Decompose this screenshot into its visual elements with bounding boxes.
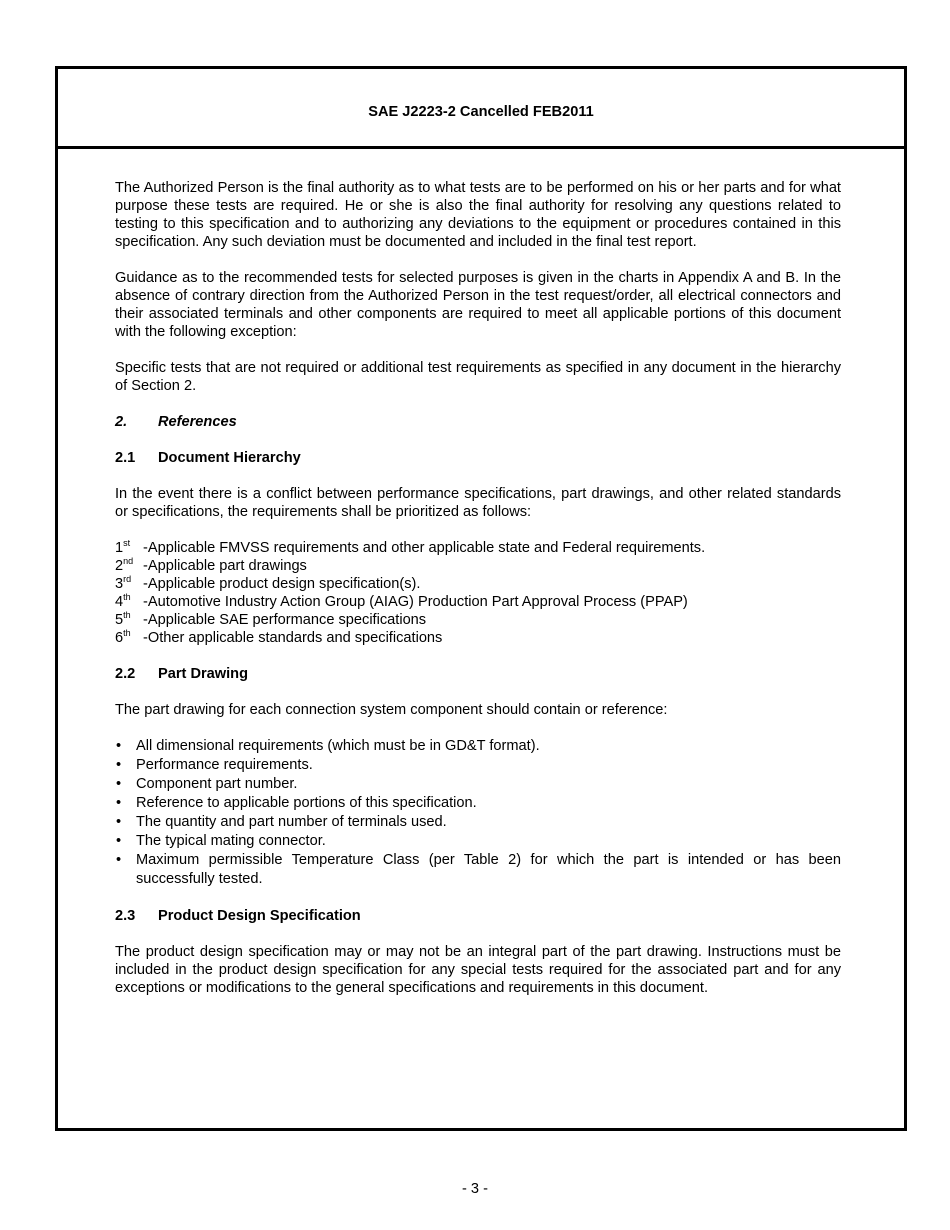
bullet-item	[115, 832, 841, 851]
bullet-text: Reference to applicable portions of this specification.	[136, 795, 477, 811]
ordinal-number: 2	[115, 558, 124, 574]
ordinal-number: 3	[115, 576, 124, 592]
hierarchy-item-text: -Applicable FMVSS requirements and other applicable state and Federal requirements.	[143, 540, 706, 556]
section-title: Product Design Specification	[158, 908, 361, 924]
bullet-item	[115, 851, 841, 889]
bullet-icon: •	[116, 833, 122, 849]
bullet-item	[115, 775, 841, 794]
section-2-1-heading	[115, 449, 841, 467]
part-drawing-bullet-list	[115, 737, 841, 889]
bullet-icon: •	[116, 738, 122, 754]
ordinal-number: 4	[115, 594, 124, 610]
hierarchy-item-text: -Automotive Industry Action Group (AIAG) Production Part Approval Process (PPAP)	[143, 594, 688, 610]
section-title: Document Hierarchy	[158, 450, 301, 466]
section-2-3-heading	[115, 907, 841, 925]
ordinal-number: 6	[115, 630, 124, 646]
bullet-icon: •	[116, 776, 122, 792]
bullet-text: All dimensional requirements (which must be in GD&T format).	[136, 738, 540, 754]
section-2-1-text: In the event there is a conflict between performance specifications, part drawings, and other related standards or specifications, the requirements shall be prioritized as follows:	[115, 486, 841, 520]
intro-paragraph-3: Specific tests that are not required or additional test requirements as specified in any document in the hierarchy of Section 2.	[115, 360, 841, 394]
section-number: 2.2	[115, 666, 136, 682]
hierarchy-item	[115, 629, 841, 647]
bullet-item	[115, 794, 841, 813]
section-number: 2.1	[115, 450, 136, 466]
page-content	[115, 179, 841, 1015]
hierarchy-item	[115, 575, 841, 593]
hierarchy-item-text: -Applicable SAE performance specifications	[143, 612, 427, 628]
document-title: SAE J2223-2 Cancelled FEB2011	[368, 104, 594, 120]
bullet-text: Performance requirements.	[136, 757, 313, 773]
bullet-icon: •	[116, 852, 122, 868]
bullet-text: The typical mating connector.	[136, 833, 326, 849]
section-number: 2.	[115, 414, 128, 430]
page-header	[58, 69, 904, 149]
bullet-icon: •	[116, 814, 122, 830]
hierarchy-item	[115, 593, 841, 611]
bullet-item	[115, 756, 841, 775]
ordinal-suffix: st	[123, 538, 131, 548]
ordinal-number: 1	[115, 540, 124, 556]
intro-paragraph-2: Guidance as to the recommended tests for selected purposes is given in the charts in Appendix A and B. In the absence of contrary direction from the Authorized Person in the test request/order, all electrical connectors and their associated terminals and other components are required to meet all applicable portions of this document with the following exception:	[115, 270, 841, 340]
section-number: 2.3	[115, 908, 136, 924]
ordinal-suffix: rd	[123, 574, 132, 584]
hierarchy-item-text: -Applicable product design specification(s).	[143, 576, 421, 592]
hierarchy-item	[115, 611, 841, 629]
bullet-icon: •	[116, 795, 122, 811]
ordinal-suffix: th	[123, 592, 131, 602]
section-2-heading	[115, 413, 841, 431]
section-title: Part Drawing	[158, 666, 249, 682]
bullet-item	[115, 737, 841, 756]
hierarchy-item	[115, 557, 841, 575]
bullet-text: The quantity and part number of terminals used.	[136, 814, 447, 830]
section-2-2-heading	[115, 665, 841, 683]
intro-paragraph-1: The Authorized Person is the final authority as to what tests are to be performed on his or her parts and for what purpose these tests are required. He or she is also the final authority for resolving any questions related to testing to this specification and to authorizing any deviations to the equipment or procedures contained in this specification. Any such deviation must be documented and included in the final test report.	[115, 180, 841, 250]
hierarchy-item-text: -Other applicable standards and specifications	[143, 630, 443, 646]
section-2-2-text: The part drawing for each connection system component should contain or reference:	[115, 702, 668, 718]
hierarchy-item-text: -Applicable part drawings	[143, 558, 307, 574]
section-title: References	[158, 414, 237, 430]
ordinal-suffix: th	[123, 628, 131, 638]
ordinal-number: 5	[115, 612, 124, 628]
section-2-3-text: The product design specification may or may not be an integral part of the part drawing. Instructions must be included in the product design specification for any special tests required for the associated part and for any exceptions or modifications to the general specifications and requirements in this document.	[115, 944, 841, 996]
bullet-text: Component part number.	[136, 776, 298, 792]
ordinal-suffix: nd	[123, 556, 134, 566]
bullet-item	[115, 813, 841, 832]
hierarchy-item	[115, 539, 841, 557]
page-number: - 3 -	[462, 1181, 488, 1197]
hierarchy-list	[115, 539, 841, 647]
bullet-text: Maximum permissible Temperature Class (per Table 2) for which the part is intended or has been successfully tested.	[136, 852, 841, 887]
page-frame	[55, 66, 907, 1131]
bullet-icon: •	[116, 757, 122, 773]
ordinal-suffix: th	[123, 610, 131, 620]
